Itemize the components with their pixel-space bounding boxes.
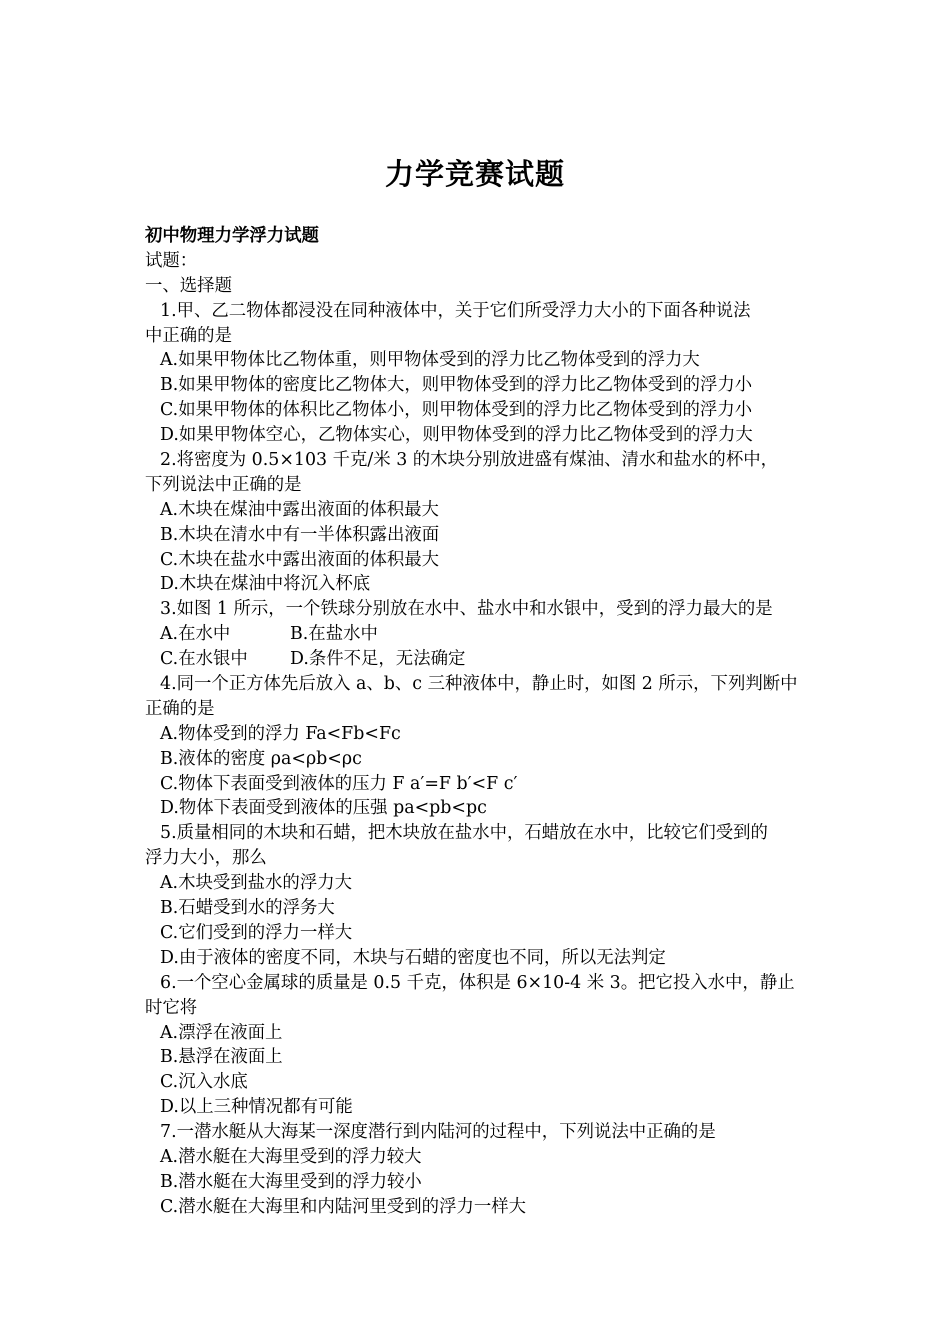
- option-b: B.在盐水中: [290, 624, 378, 645]
- document-body: [145, 224, 815, 1220]
- option-row-ab: [145, 622, 815, 647]
- option-a: A.在水中: [160, 624, 231, 645]
- question-5: [145, 821, 815, 970]
- questions-label: 试题：: [145, 250, 198, 271]
- question-text: 7.一潜水艇从大海某一深度潜行到内陆河的过程中，下列说法中正确的是: [160, 1122, 716, 1143]
- question-text: 5.质量相同的木块和石蜡，把木块放在盐水中，石蜡放在水中，比较它们受到的: [160, 823, 768, 844]
- question-7: [145, 1120, 815, 1220]
- option-b: B.悬浮在液面上: [160, 1047, 283, 1068]
- option-c: C.在水银中: [160, 649, 248, 670]
- question-text-continued: 下列说法中正确的是: [145, 474, 302, 495]
- document-subtitle: 初中物理力学浮力试题: [145, 226, 319, 246]
- question-4: [145, 672, 815, 821]
- option-c: C.它们受到的浮力一样大: [160, 922, 353, 943]
- question-text: 2.将密度为 0.5×103 千克/米 3 的木块分别放进盛有煤油、清水和盐水的杯中，: [160, 450, 778, 471]
- question-1: [145, 299, 815, 448]
- question-text: 3.如图 1 所示，一个铁球分别放在水中、盐水中和水银中，受到的浮力最大的是: [160, 599, 773, 620]
- option-c: C.木块在盐水中露出液面的体积最大: [160, 549, 440, 570]
- option-a: A.木块在煤油中露出液面的体积最大: [160, 499, 439, 520]
- option-a: A.潜水艇在大海里受到的浮力较大: [160, 1146, 422, 1167]
- option-b: B.潜水艇在大海里受到的浮力较小: [160, 1171, 422, 1192]
- option-b: B.如果甲物体的密度比乙物体大，则甲物体受到的浮力比乙物体受到的浮力小: [160, 375, 753, 396]
- question-2: [145, 448, 815, 597]
- option-row-cd: [145, 647, 815, 672]
- question-text-continued: 正确的是: [145, 698, 215, 719]
- option-d: D.如果甲物体空心，乙物体实心，则甲物体受到的浮力比乙物体受到的浮力大: [160, 425, 753, 446]
- option-d: D.木块在煤油中将沉入杯底: [160, 574, 371, 595]
- option-c: C.如果甲物体的体积比乙物体小，则甲物体受到的浮力比乙物体受到的浮力小: [160, 400, 753, 421]
- option-c: C.沉入水底: [160, 1072, 248, 1093]
- option-a: A.物体受到的浮力 Fa<Fb<Fc: [160, 723, 401, 744]
- question-3: [145, 597, 815, 672]
- question-text-continued: 时它将: [145, 997, 198, 1018]
- option-c: C.物体下表面受到液体的压力 F a′=F b′<F c′: [160, 773, 518, 794]
- document-title: 力学竞赛试题: [384, 157, 565, 191]
- question-text-continued: 浮力大小，那么: [145, 848, 267, 869]
- option-d: D.条件不足，无法确定: [290, 649, 466, 670]
- option-b: B.液体的密度 ρa<ρb<ρc: [160, 748, 362, 769]
- option-d: D.由于液体的密度不同，木块与石蜡的密度也不同，所以无法判定: [160, 947, 666, 968]
- option-b: B.石蜡受到水的浮务大: [160, 898, 335, 919]
- question-6: [145, 971, 815, 1120]
- option-c: C.潜水艇在大海里和内陆河里受到的浮力一样大: [160, 1196, 527, 1217]
- option-d: D.物体下表面受到液体的压强 pa<pb<pc: [160, 798, 487, 819]
- question-text: 6.一个空心金属球的质量是 0.5 千克，体积是 6×10-4 米 3。把它投入水中，静止: [160, 972, 795, 993]
- question-text-continued: 中正确的是: [145, 325, 232, 346]
- question-text: 1.甲、乙二物体都浸没在同种液体中，关于它们所受浮力大小的下面各种说法: [160, 300, 751, 321]
- option-b: B.木块在清水中有一半体积露出液面: [160, 524, 440, 545]
- option-a: A.木块受到盐水的浮力大: [160, 873, 352, 894]
- option-d: D.以上三种情况都有可能: [160, 1097, 353, 1118]
- option-a: A.漂浮在液面上: [160, 1022, 283, 1043]
- option-a: A.如果甲物体比乙物体重，则甲物体受到的浮力比乙物体受到的浮力大: [160, 350, 700, 371]
- section-heading: 一、选择题: [145, 275, 232, 296]
- question-text: 4.同一个正方体先后放入 a、b、c 三种液体中，静止时，如图 2 所示，下列判断中: [160, 674, 798, 695]
